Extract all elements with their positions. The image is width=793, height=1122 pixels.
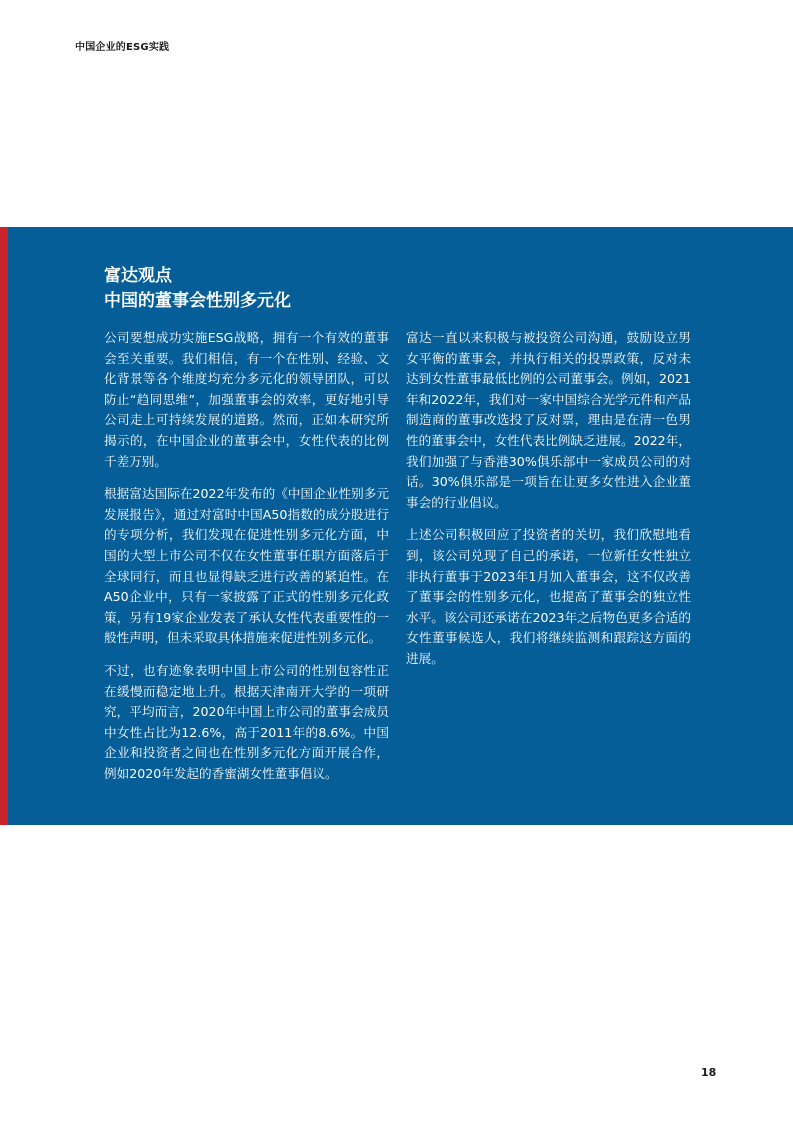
paragraph: 不过，也有迹象表明中国上市公司的性别包容性正在缓慢而稳定地上升。根据天津南开大学的一项研究，平均而言，2020年中国上市公司的董事会成员中女性占比为12.6%，高于2011年的8.6%。中国企业和投资者之间也在性别多元化方面开展合作，例如2020年发起的香蜜湖女性董事倡议。 [104,662,389,781]
fidelity-viewpoint-panel [0,227,793,825]
paragraph: 根据富达国际在2022年发布的《中国企业性别多元发展报告》，通过对富时中国A50指数的成分股进行的专项分析，我们发现在促进性别多元化方面，中国的大型上市公司不仅在女性董事任职方面落后于全球同行，而且也显得缺乏进行改善的紧迫性。在A50企业中，只有一家披露了正式的性别多元化政策，另有19家企业发表了承认女性代表重要性的一般性声明，但未采取具体措施来促进性别多元化。 [104,486,389,646]
document-header-title: 中国企业的ESG实践 [75,42,170,53]
right-column [406,328,691,682]
paragraph: 富达一直以来积极与被投资公司沟通，鼓励设立男女平衡的董事会，并执行相关的投票政策，反对未达到女性董事最低比例的公司董事会。例如，2021年和2022年，我们对一家中国综合光学元件和产品制造商的董事改选投了反对票，理由是在清一色男性的董事会中，女性代表比例缺乏进展。2022年，我们加强了与香港30%俱乐部中一家成员公司的对话。30%俱乐部是一项旨在让更多女性进入企业董事会的行业倡议。 [406,330,691,510]
paragraph: 上述公司积极回应了投资者的关切，我们欣慰地看到，该公司兑现了自己的承诺，一位新任女性独立非执行董事于2023年1月加入董事会，这不仅改善了董事会的性别多元化，也提高了董事会的独立性水平。该公司还承诺在2023年之后物色更多合适的女性董事候选人，我们将继续监测和跟踪这方面的进展。 [406,527,691,666]
panel-title [104,264,291,314]
left-column [104,328,389,796]
accent-bar [0,227,8,825]
paragraph: 公司要想成功实施ESG战略，拥有一个有效的董事会至关重要。我们相信，有一个在性别、经验、文化背景等各个维度均充分多元化的领导团队，可以防止“趋同思维”，加强董事会的效率，更好地引导公司走上可持续发展的道路。然而，正如本研究所揭示的，在中国企业的董事会中，女性代表的比例千差万别。 [104,330,389,469]
panel-title-line-1: 富达观点 [104,266,172,286]
panel-title-line-2: 中国的董事会性别多元化 [104,291,291,311]
page-number: 18 [701,1066,717,1079]
